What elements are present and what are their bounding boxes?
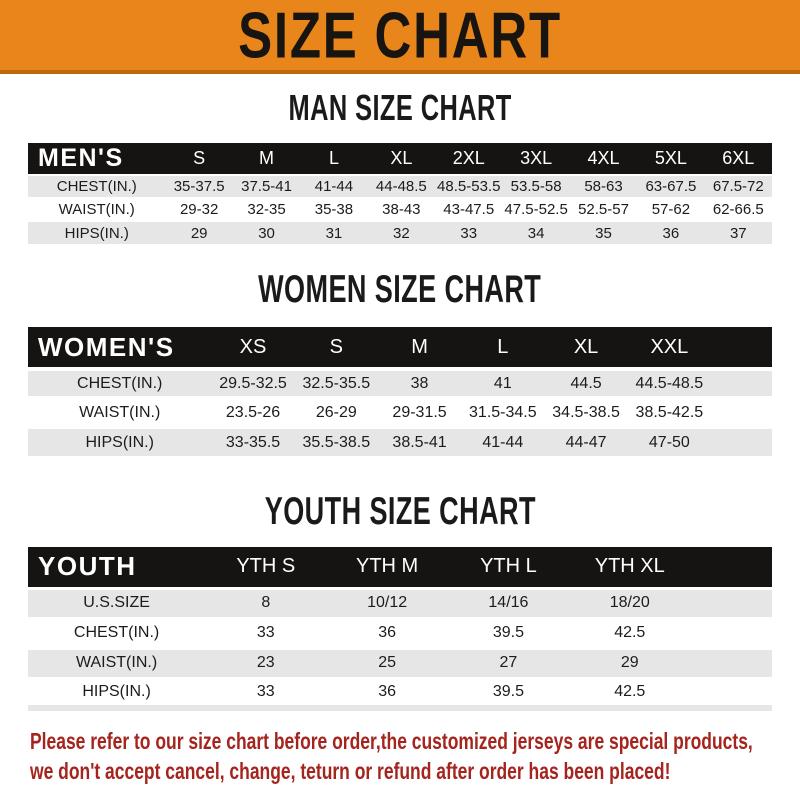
size-cell: 58-63 bbox=[584, 178, 623, 195]
column-header: 5XL bbox=[654, 148, 687, 168]
size-cell: 38.5-41 bbox=[392, 433, 447, 451]
column-header: YTH M bbox=[355, 555, 419, 578]
men-size-table bbox=[28, 143, 772, 244]
column-header: S bbox=[329, 335, 343, 358]
man-size-section bbox=[0, 86, 800, 244]
column-header: XXL bbox=[650, 335, 689, 358]
row-label: HIPS(IN.) bbox=[64, 224, 129, 242]
table-header-label: YOUTH bbox=[38, 551, 137, 582]
size-cell: 52.5-57 bbox=[578, 201, 629, 218]
row-label: U.S.SIZE bbox=[83, 594, 150, 611]
size-cell: 29-31.5 bbox=[392, 403, 447, 421]
size-cell: 48.5-53.5 bbox=[437, 178, 501, 195]
table-row bbox=[28, 198, 772, 221]
column-header: M bbox=[411, 335, 428, 358]
size-cell: 35 bbox=[595, 224, 612, 242]
empty-spacer bbox=[690, 648, 772, 678]
table-row bbox=[28, 427, 772, 456]
note-line-1: Please refer to our size chart before order,the customized jerseys are special products, bbox=[30, 728, 753, 754]
man-size-heading: MAN SIZE CHART bbox=[288, 86, 512, 129]
column-header: XL bbox=[390, 148, 413, 168]
table-row bbox=[28, 175, 772, 198]
women-size-section bbox=[0, 266, 800, 456]
table-row bbox=[28, 398, 772, 427]
size-cell: 32 bbox=[392, 224, 410, 242]
size-cell: 8 bbox=[261, 594, 271, 611]
size-cell: 44.5 bbox=[570, 374, 602, 392]
size-cell: 47-50 bbox=[648, 433, 690, 451]
size-cell: 41-44 bbox=[482, 433, 524, 451]
size-cell: 42.5 bbox=[614, 624, 646, 641]
size-chart-banner bbox=[0, 0, 800, 74]
size-cell: 26-29 bbox=[315, 403, 357, 421]
size-chart-title: SIZE CHART bbox=[238, 0, 562, 72]
column-header: 3XL bbox=[520, 148, 553, 168]
size-cell: 53.5-58 bbox=[510, 178, 562, 195]
women-size-table bbox=[28, 327, 772, 456]
size-cell: 38.5-42.5 bbox=[635, 403, 704, 421]
size-cell: 33-35.5 bbox=[225, 433, 281, 451]
size-cell: 41 bbox=[493, 374, 512, 392]
size-cell: 63-67.5 bbox=[645, 178, 697, 195]
size-cell: 35-38 bbox=[314, 201, 354, 218]
table-row bbox=[28, 648, 772, 678]
youth-size-section bbox=[0, 488, 800, 711]
table-header-row bbox=[28, 143, 772, 175]
empty-spacer bbox=[711, 427, 772, 456]
size-cell: 29-32 bbox=[179, 201, 219, 218]
row-label: WAIST(IN.) bbox=[58, 201, 135, 218]
column-header: XL bbox=[573, 335, 599, 358]
empty-spacer bbox=[711, 398, 772, 427]
size-cell: 10/12 bbox=[367, 594, 408, 611]
size-cell: 44.5-48.5 bbox=[635, 374, 704, 392]
size-cell: 42.5 bbox=[614, 683, 646, 701]
table-header-label: MEN'S bbox=[38, 144, 124, 172]
table-header-row bbox=[28, 327, 772, 369]
size-cell: 29 bbox=[620, 654, 639, 671]
table-row bbox=[28, 221, 772, 244]
women-size-heading: WOMEN SIZE CHART bbox=[258, 266, 542, 311]
table-header-row bbox=[28, 547, 772, 588]
empty-spacer bbox=[690, 678, 772, 708]
size-cell: 36 bbox=[378, 624, 396, 641]
row-label: WAIST(IN.) bbox=[79, 403, 161, 421]
footer-note bbox=[30, 726, 800, 786]
size-cell: 44-47 bbox=[565, 433, 607, 451]
size-cell: 18/20 bbox=[609, 594, 650, 611]
size-cell: 34 bbox=[527, 224, 545, 242]
size-cell: 29 bbox=[190, 224, 208, 242]
table-row bbox=[28, 678, 772, 708]
table-row bbox=[28, 618, 772, 648]
size-cell: 27 bbox=[499, 654, 518, 671]
size-cell: 33 bbox=[256, 683, 275, 701]
youth-size-heading: YOUTH SIZE CHART bbox=[264, 488, 536, 533]
size-cell: 34.5-38.5 bbox=[552, 403, 620, 421]
column-header: YTH XL bbox=[594, 555, 665, 578]
size-cell: 47.5-52.5 bbox=[504, 201, 568, 218]
size-cell: 43-47.5 bbox=[443, 201, 495, 218]
size-cell: 38-43 bbox=[382, 201, 421, 218]
column-header: L bbox=[328, 148, 339, 168]
size-cell: 30 bbox=[258, 224, 275, 242]
size-cell: 23.5-26 bbox=[225, 403, 281, 421]
empty-spacer bbox=[711, 369, 772, 398]
size-cell: 36 bbox=[662, 224, 680, 242]
size-cell: 31 bbox=[325, 224, 343, 242]
size-cell: 29.5-32.5 bbox=[219, 374, 287, 392]
size-cell: 39.5 bbox=[492, 683, 524, 701]
size-cell: 57-62 bbox=[651, 201, 691, 218]
size-cell: 35.5-38.5 bbox=[302, 433, 371, 451]
size-cell: 36 bbox=[378, 683, 396, 701]
size-cell: 25 bbox=[378, 654, 396, 671]
size-cell: 33 bbox=[460, 224, 478, 242]
empty-spacer bbox=[711, 327, 772, 369]
column-header: S bbox=[193, 148, 206, 168]
size-cell: 37.5-41 bbox=[241, 178, 292, 195]
size-cell: 33 bbox=[256, 624, 275, 641]
row-label: CHEST(IN.) bbox=[56, 178, 137, 195]
size-cell: 23 bbox=[256, 654, 275, 671]
column-header: 6XL bbox=[722, 148, 755, 168]
size-cell: 62-66.5 bbox=[712, 201, 764, 218]
size-cell: 37 bbox=[729, 224, 747, 242]
row-label: CHEST(IN.) bbox=[77, 374, 163, 392]
column-header: 2XL bbox=[452, 148, 485, 168]
size-cell: 44-48.5 bbox=[375, 178, 427, 195]
size-cell: 32-35 bbox=[247, 201, 286, 218]
table-row bbox=[28, 588, 772, 618]
size-cell: 31.5-34.5 bbox=[469, 403, 537, 421]
size-cell: 35-37.5 bbox=[173, 178, 225, 195]
empty-spacer bbox=[690, 547, 772, 588]
table-row bbox=[28, 369, 772, 398]
column-header: YTH L bbox=[480, 555, 537, 578]
column-header: M bbox=[259, 148, 275, 168]
size-cell: 14/16 bbox=[488, 594, 529, 611]
size-cell: 38 bbox=[410, 374, 429, 392]
size-cell: 39.5 bbox=[492, 624, 524, 641]
note-line-2: we don't accept cancel, change, teturn or refund after order has been placed! bbox=[30, 758, 671, 784]
column-header: L bbox=[497, 335, 509, 358]
table-header-label: WOMEN'S bbox=[38, 331, 175, 362]
column-header: 4XL bbox=[587, 148, 620, 168]
size-cell: 67.5-72 bbox=[712, 178, 764, 195]
row-label: CHEST(IN.) bbox=[73, 624, 160, 641]
column-header: XS bbox=[239, 335, 267, 358]
column-header: YTH S bbox=[236, 555, 296, 578]
row-label: HIPS(IN.) bbox=[85, 433, 154, 451]
size-cell: 41-44 bbox=[314, 178, 354, 195]
size-cell: 32.5-35.5 bbox=[302, 374, 371, 392]
youth-size-table bbox=[28, 547, 772, 711]
empty-spacer bbox=[690, 618, 772, 648]
row-label: HIPS(IN.) bbox=[82, 683, 151, 701]
row-label: WAIST(IN.) bbox=[75, 654, 158, 671]
empty-spacer bbox=[690, 588, 772, 618]
